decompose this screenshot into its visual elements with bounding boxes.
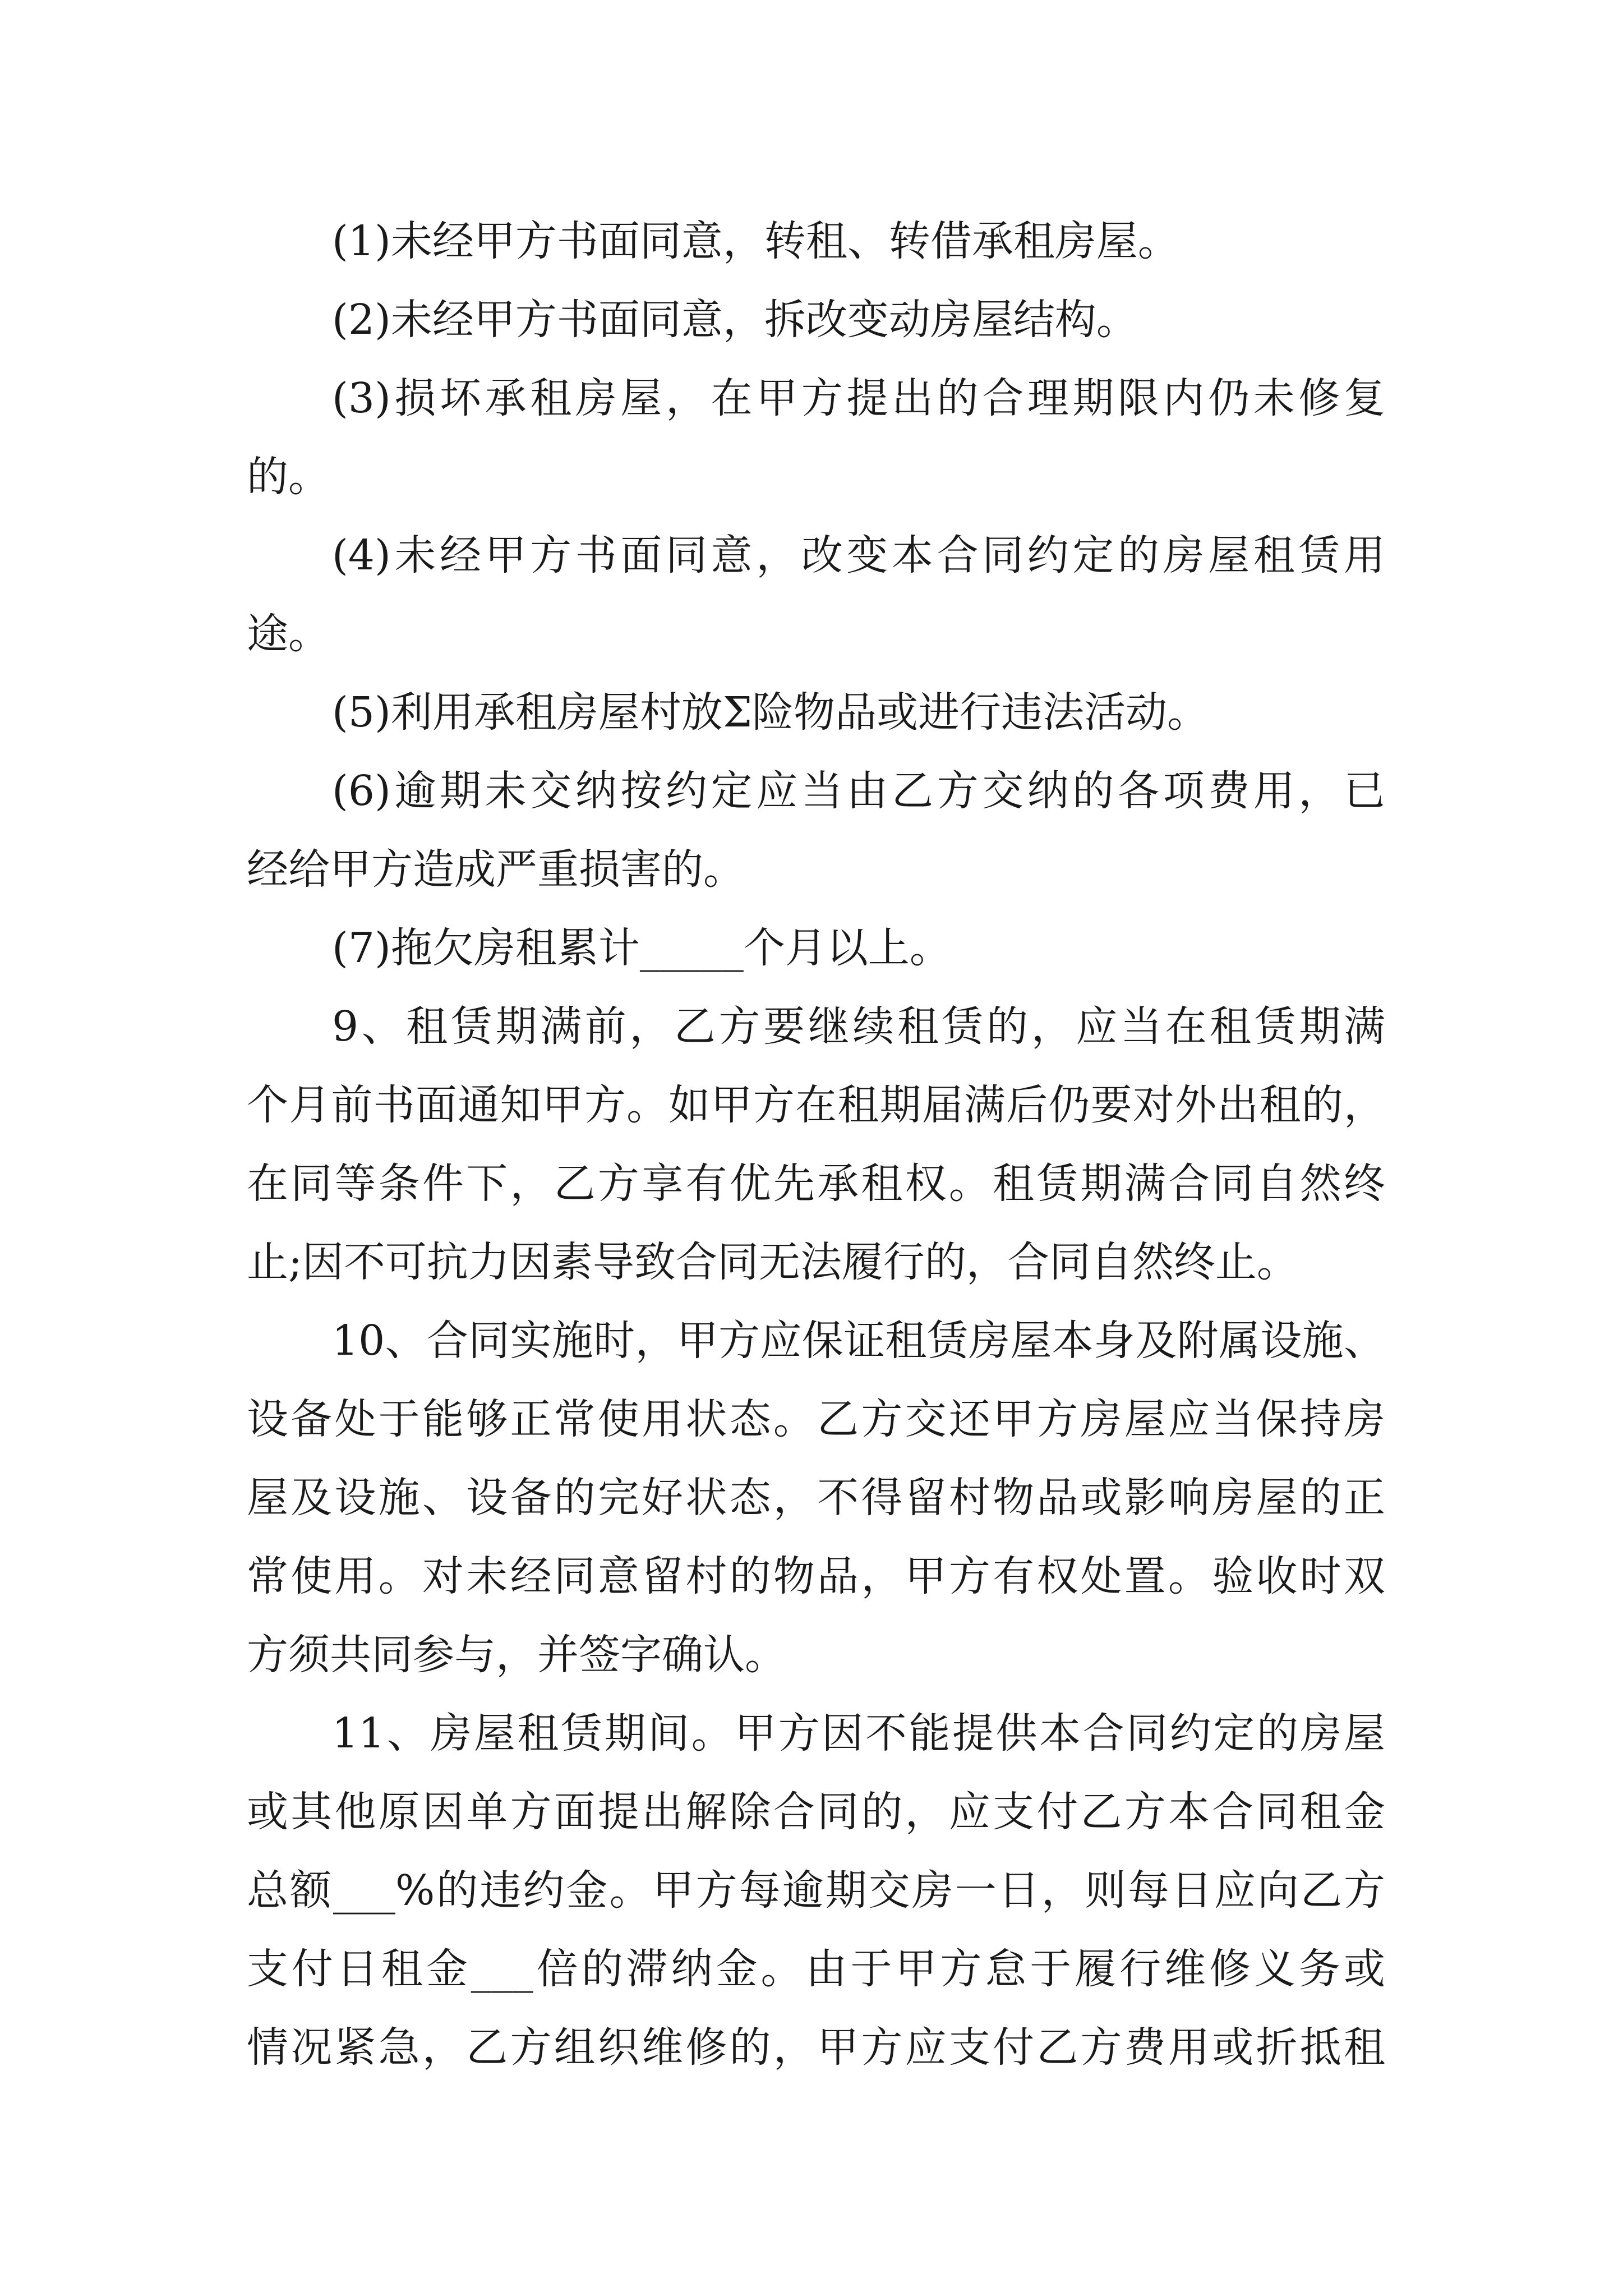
- clause-line-7: (5)利用承租房屋村放Σ险物品或进行违法活动。: [332, 688, 1209, 737]
- clause-line-4: 的。: [247, 453, 330, 501]
- clause-line-21: 或其他原因单方面提出解除合同的，应支付乙方本合同租金: [247, 1788, 1385, 1836]
- clause-line-9: 经给甲方造成严重损害的。: [247, 845, 745, 894]
- clause-line-2: (2)未经甲方书面同意，拆改变动房屋结构。: [332, 296, 1138, 344]
- clause-line-11: 9、租赁期满前，乙方要继续租赁的，应当在租赁期满: [332, 1002, 1385, 1051]
- clause-line-23: 支付日租金___倍的滞纳金。由于甲方怠于履行维修义务或: [247, 1945, 1385, 1993]
- clause-line-17: 屋及设施、设备的完好状态，不得留村物品或影响房屋的正: [247, 1474, 1385, 1522]
- clause-line-5: (4)未经甲方书面同意，改变本合同约定的房屋租赁用: [332, 531, 1385, 579]
- clause-line-13: 在同等条件下，乙方享有优先承租权。租赁期满合同自然终: [247, 1159, 1385, 1208]
- clause-line-14: 止;因不可抗力因素导致合同无法履行的，合同自然终止。: [247, 1238, 1298, 1286]
- clause-line-16: 设备处于能够正常使用状态。乙方交还甲方房屋应当保持房: [247, 1395, 1385, 1443]
- clause-line-15: 10、合同实施时，甲方应保证租赁房屋本身及附属设施、: [332, 1317, 1385, 1365]
- clause-line-22: 总额___%的违约金。甲方每逾期交房一日，则每日应向乙方: [247, 1866, 1385, 1915]
- clause-line-1: (1)未经甲方书面同意，转租、转借承租房屋。: [332, 217, 1179, 265]
- clause-line-3: (3)损坏承租房屋，在甲方提出的合理期限内仍未修复: [332, 374, 1385, 422]
- clause-line-20: 11、房屋租赁期间。甲方因不能提供本合同约定的房屋: [332, 1709, 1385, 1757]
- clause-line-10: (7)拖欠房租累计_____个月以上。: [332, 924, 951, 972]
- clause-line-24: 情况紧急，乙方组织维修的，甲方应支付乙方费用或折抵租: [247, 2023, 1385, 2072]
- clause-line-18: 常使用。对未经同意留村的物品，甲方有权处置。验收时双: [247, 1552, 1385, 1600]
- clause-line-6: 途。: [247, 610, 330, 658]
- clause-line-12: 个月前书面通知甲方。如甲方在租期届满后仍要对外出租的，: [247, 1081, 1385, 1129]
- clause-line-19: 方须共同参与，并签字确认。: [247, 1631, 786, 1679]
- clause-line-8: (6)逾期未交纳按约定应当由乙方交纳的各项费用，已: [332, 767, 1385, 815]
